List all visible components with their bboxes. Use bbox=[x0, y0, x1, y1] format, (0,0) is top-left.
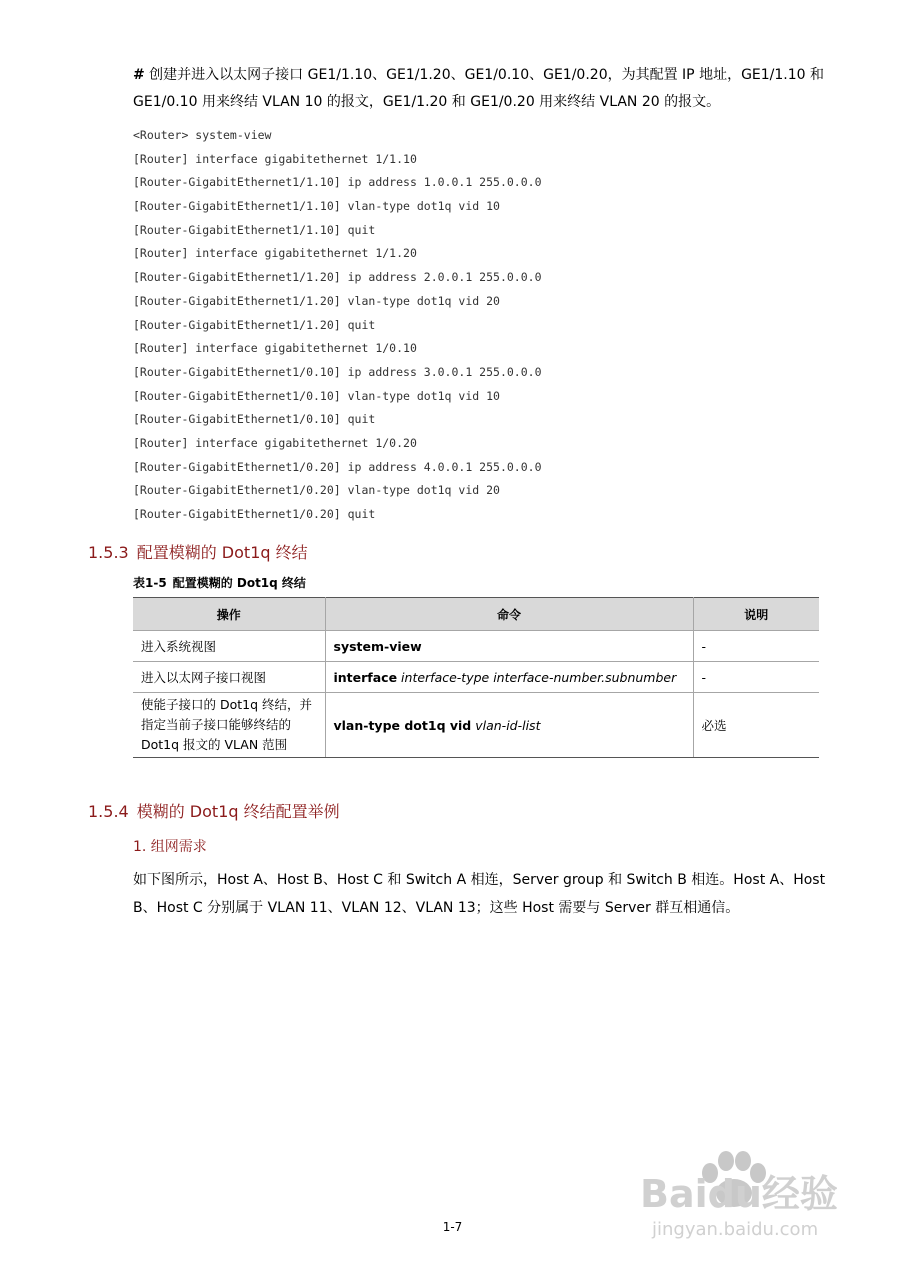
operation-cell: 进入系统视图 bbox=[133, 631, 325, 662]
table-row bbox=[133, 662, 819, 693]
code-line: [Router-GigabitEthernet1/1.10] quit bbox=[133, 222, 376, 237]
table-caption-title: 配置模糊的 Dot1q 终结 bbox=[172, 576, 306, 590]
subsection-heading: 1. 组网需求 bbox=[133, 839, 207, 855]
code-line: [Router-GigabitEthernet1/1.10] vlan-type dot1q vid 10 bbox=[133, 199, 500, 214]
comment-hash: # bbox=[133, 67, 145, 83]
command-keyword: system-view bbox=[333, 638, 422, 654]
table-header-cell: 说明 bbox=[693, 598, 819, 631]
code-line: [Router-GigabitEthernet1/0.10] ip address 3.0.0.1 255.0.0.0 bbox=[133, 364, 542, 379]
intro-paragraph bbox=[133, 62, 833, 116]
command-argument: interface-type interface-number.subnumber bbox=[401, 669, 677, 685]
code-line: [Router] interface gigabitethernet 1/1.20 bbox=[133, 246, 417, 261]
note-cell: - bbox=[693, 662, 819, 693]
code-line: [Router] interface gigabitethernet 1/1.10 bbox=[133, 151, 417, 166]
code-line: [Router-GigabitEthernet1/0.10] vlan-type dot1q vid 10 bbox=[133, 388, 500, 403]
table-caption bbox=[133, 574, 306, 591]
code-line: [Router-GigabitEthernet1/1.20] ip address 2.0.0.1 255.0.0.0 bbox=[133, 270, 542, 285]
code-line: [Router-GigabitEthernet1/0.20] quit bbox=[133, 507, 376, 521]
section-title: 配置模糊的 Dot1q 终结 bbox=[136, 543, 308, 562]
code-line: [Router] interface gigabitethernet 1/0.10 bbox=[133, 341, 417, 356]
section-number: 1.5.3 bbox=[88, 543, 129, 562]
watermark-url: jingyan.baidu.com bbox=[652, 1219, 819, 1240]
command-table bbox=[133, 597, 819, 758]
section-number: 1.5.4 bbox=[88, 802, 129, 821]
note-cell: - bbox=[693, 631, 819, 662]
table-header-row bbox=[133, 598, 819, 631]
code-block bbox=[133, 124, 542, 527]
section-heading-153 bbox=[88, 540, 308, 563]
table-row bbox=[133, 693, 819, 758]
table-caption-number: 表1-5 bbox=[133, 576, 167, 590]
operation-cell: 使能子接口的 Dot1q 终结，并指定当前子接口能够终结的 Dot1q 报文的 VLAN 范围 bbox=[133, 693, 325, 758]
command-cell bbox=[325, 631, 693, 662]
code-line: [Router-GigabitEthernet1/0.20] vlan-type dot1q vid 20 bbox=[133, 483, 500, 498]
command-argument: vlan-id-list bbox=[475, 717, 541, 733]
body-paragraph: 如下图所示，Host A、Host B、Host C 和 Switch A 相连，Server group 和 Switch B 相连。Host A、Host B、Host C 分别属于 VLAN 11、VLAN 12、VLAN 13；这些 Host 需要与 Server 群互相通信。 bbox=[133, 872, 826, 916]
command-keyword: vlan-type dot1q vid bbox=[333, 717, 472, 733]
baidu-jingyan-watermark bbox=[640, 1135, 870, 1245]
code-line: [Router-GigabitEthernet1/1.20] vlan-type dot1q vid 20 bbox=[133, 293, 500, 308]
watermark-brand: Baidu经验 bbox=[640, 1172, 838, 1216]
command-cell bbox=[325, 693, 693, 758]
command-cell bbox=[325, 662, 693, 693]
command-keyword: interface bbox=[333, 669, 398, 685]
note-cell: 必选 bbox=[693, 693, 819, 758]
code-line: [Router-GigabitEthernet1/1.20] quit bbox=[133, 317, 376, 332]
operation-cell: 进入以太网子接口视图 bbox=[133, 662, 325, 693]
section-title: 模糊的 Dot1q 终结配置举例 bbox=[136, 802, 340, 821]
table-header-cell: 操作 bbox=[133, 598, 325, 631]
table-header-cell: 命令 bbox=[325, 598, 693, 631]
code-line: [Router-GigabitEthernet1/1.10] ip address 1.0.0.1 255.0.0.0 bbox=[133, 175, 542, 190]
intro-text: 创建并进入以太网子接口 GE1/1.10、GE1/1.20、GE1/0.10、GE1/0.20，为其配置 IP 地址，GE1/1.10 和 GE1/0.10 用来终结 VLAN 10 的报文，GE1/1.20 和 GE1/0.20 用来终结 VLAN 20 的报文。 bbox=[133, 67, 825, 110]
code-line: <Router> system-view bbox=[133, 128, 272, 142]
code-line: [Router-GigabitEthernet1/0.10] quit bbox=[133, 412, 376, 427]
table-row bbox=[133, 631, 819, 662]
code-line: [Router-GigabitEthernet1/0.20] ip address 4.0.0.1 255.0.0.0 bbox=[133, 459, 542, 474]
code-line: [Router] interface gigabitethernet 1/0.20 bbox=[133, 435, 417, 450]
page-number: 1-7 bbox=[442, 1220, 463, 1234]
section-heading-154 bbox=[88, 799, 340, 822]
